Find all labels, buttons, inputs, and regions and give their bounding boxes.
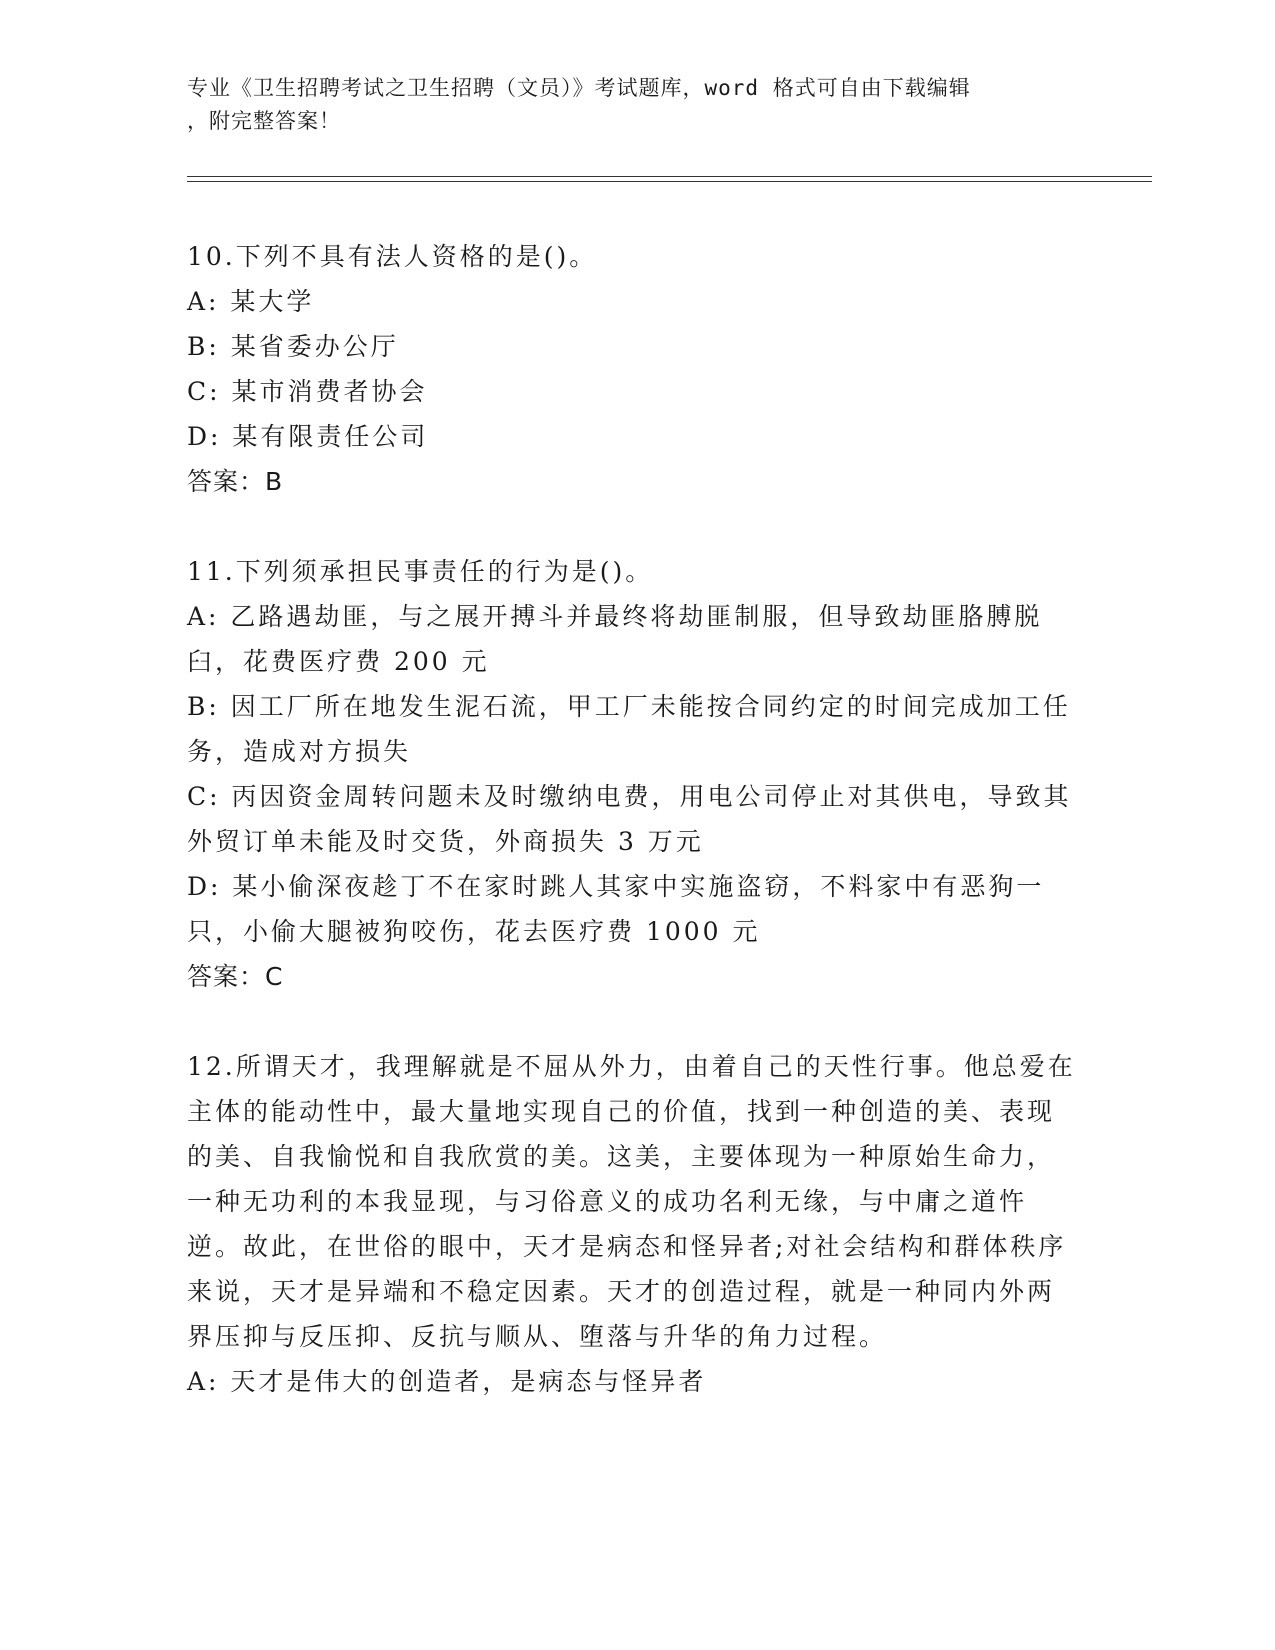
option-c: C: 某市消费者协会 <box>187 377 428 406</box>
option-b: B: 因工厂所在地发生泥石流，甲工厂未能按合同约定的时间完成加工任务，造成对方损失 <box>187 692 1071 766</box>
document-header <box>187 72 1067 138</box>
question-list <box>187 234 1077 1449</box>
question-12 <box>187 1044 1077 1404</box>
answer-text: 答案：B <box>187 467 284 496</box>
option-d: D: 某小偷深夜趁丁不在家时跳人其家中实施盗窃，不料家中有恶狗一只，小偷大腿被狗咬伤，花去医疗费 1000 元 <box>187 872 1045 946</box>
answer-text: 答案：C <box>187 962 284 991</box>
header-divider-top <box>187 176 1152 177</box>
option-a: A: 乙路遇劫匪，与之展开搏斗并最终将劫匪制服，但导致劫匪胳膊脱臼，花费医疗费 200 元 <box>187 602 1043 676</box>
header-title-line-2: ，附完整答案！ <box>187 109 341 133</box>
option-d: D: 某有限责任公司 <box>187 422 429 451</box>
question-stem: 10.下列不具有法人资格的是()。 <box>187 242 598 271</box>
option-c: C: 丙因资金周转问题未及时缴纳电费，用电公司停止对其供电，导致其外贸订单未能及时交货，外商损失 3 万元 <box>187 782 1072 856</box>
option-a: A: 某大学 <box>187 287 315 316</box>
question-10 <box>187 234 1077 504</box>
option-b: B: 某省委办公厅 <box>187 332 399 361</box>
question-11 <box>187 549 1077 999</box>
header-divider-bottom <box>187 181 1152 182</box>
question-stem: 12.所谓天才，我理解就是不屈从外力，由着自己的天性行事。他总爱在主体的能动性中，最大量地实现自己的价值，找到一种创造的美、表现的美、自我愉悦和自我欣赏的美。这美，主要体现为一种原始生命力，一种无功利的本我显现，与习俗意义的成功名利无缘，与中庸之道忤逆。故此，在世俗的眼中，天才是病态和怪异者;对社会结构和群体秩序来说，天才是异端和不稳定因素。天才的创造过程，就是一种同内外两界压抑与反压抑、反抗与顺从、堕落与升华的角力过程。 <box>187 1052 1076 1351</box>
question-stem: 11.下列须承担民事责任的行为是()。 <box>187 557 654 586</box>
header-title-line-1: 专业《卫生招聘考试之卫生招聘（文员）》考试题库，word 格式可自由下载编辑 <box>187 76 971 100</box>
option-a: A: 天才是伟大的创造者，是病态与怪异者 <box>187 1367 707 1396</box>
